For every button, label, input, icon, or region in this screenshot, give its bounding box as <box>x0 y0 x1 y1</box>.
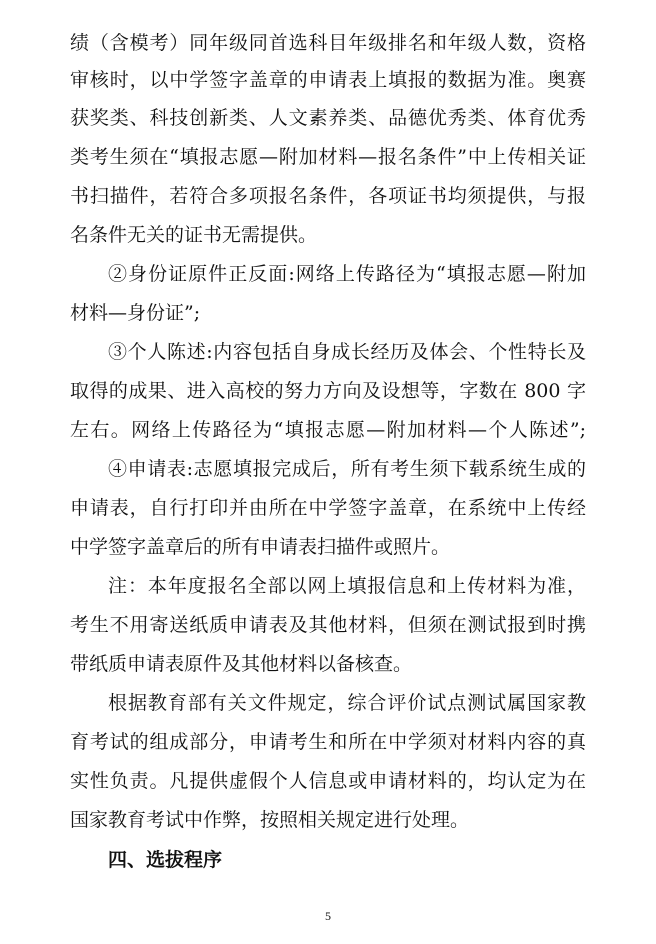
body-line: 绩（含模考）同年级同首选科目年级排名和年级人数，资格 <box>70 32 586 54</box>
body-line: 审核时，以中学签字盖章的申请表上填报的数据为准。奥赛 <box>70 69 586 91</box>
body-line: 根据教育部有关文件规定，综合评价试点测试属国家教 <box>108 692 586 714</box>
body-line: 获奖类、科技创新类、人文素养类、品德优秀类、体育优秀 <box>70 107 586 129</box>
body-line: ④申请表:志愿填报完成后，所有考生须下载系统生成的 <box>108 458 586 480</box>
body-line: 实性负责。凡提供虚假个人信息或申请材料的，均认定为在 <box>70 770 586 792</box>
body-line: 取得的成果、进入高校的努力方向及设想等，字数在 800 字 <box>70 380 586 402</box>
body-line: ③个人陈述:内容包括自身成长经历及体会、个性特长及 <box>108 341 586 363</box>
body-line: 类考生须在“填报志愿—附加材料—报名条件”中上传相关证 <box>70 146 586 168</box>
body-line: 左右。网络上传路径为“填报志愿—附加材料—个人陈述”; <box>70 419 586 441</box>
body-line: 名条件无关的证书无需提供。 <box>70 224 318 246</box>
body-line: 书扫描件，若符合多项报名条件，各项证书均须提供，与报 <box>70 185 586 207</box>
body-line: 申请表，自行打印并由所在中学签字盖章，在系统中上传经 <box>70 497 586 519</box>
body-line: ②身份证原件正反面:网络上传路径为“填报志愿—附加 <box>108 263 586 285</box>
body-line: 考生不用寄送纸质申请表及其他材料，但须在测试报到时携 <box>70 614 586 636</box>
body-line: 带纸质申请表原件及其他材料以备核查。 <box>70 653 413 675</box>
body-line: 国家教育考试中作弊，按照相关规定进行处理。 <box>70 809 470 831</box>
page-number: 5 <box>325 909 331 923</box>
body-line: 中学签字盖章后的所有申请表扫描件或照片。 <box>70 536 451 558</box>
body-line: 育考试的组成部分，申请考生和所在中学须对材料内容的真 <box>70 731 586 753</box>
body-line: 材料—身份证”; <box>70 302 201 324</box>
body-line: 注：本年度报名全部以网上填报信息和上传材料为准， <box>108 575 586 597</box>
section-heading: 四、选拔程序 <box>108 849 223 871</box>
